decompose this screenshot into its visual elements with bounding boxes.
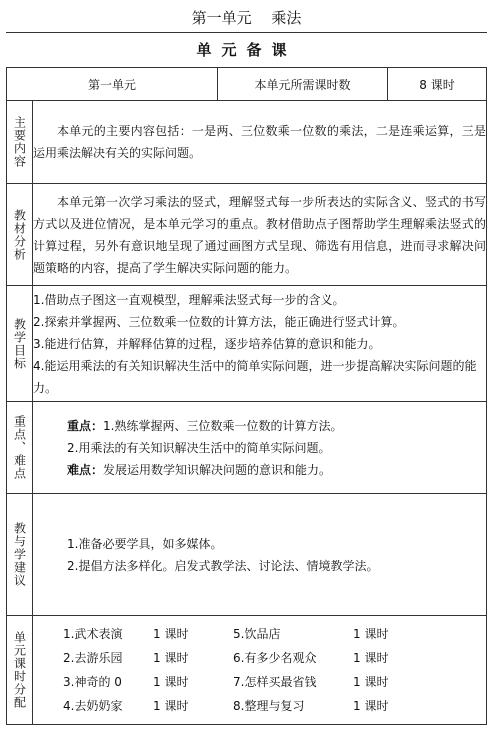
goals-cell (33, 286, 487, 402)
suggestions-cell (33, 494, 487, 616)
key-point-heading: 重点： (67, 418, 104, 433)
main-content-label: 主要内容 (7, 101, 33, 184)
goal-item: 2.探索并掌握两、三位数乘一位数的计算方法，能正确进行竖式计算。 (33, 314, 405, 329)
schedule-item (233, 695, 433, 717)
hours-value-cell: 8 课时 (388, 68, 487, 101)
analysis-text: 本单元第一次学习乘法的竖式，理解竖式每一步所表达的实际含义、竖式的书写方式以及进位情况，是本单元学习的重点。教材借助点子图帮助学生理解乘法竖式的计算过程，另外有意识地呈现了通过画图方式呈现、筛选有用信息，进而寻求解决问题策略的内容，提高了学生解决实际问题的能力。 (33, 194, 487, 275)
lesson-hours: 1 课时 (153, 627, 189, 641)
key-point-line (67, 415, 486, 437)
schedule-cell (33, 616, 487, 725)
schedule-item (63, 623, 233, 645)
lesson-name: 1.武术表演 (63, 627, 123, 641)
main-content-cell (33, 101, 487, 184)
page-title: 第一单元 乘法 (191, 9, 302, 27)
key-point-1: 1.熟练掌握两、三位数乘一位数的计算方法。 (103, 418, 343, 433)
goals-row (7, 286, 487, 402)
difficult-point-line (67, 459, 486, 481)
hours-label-cell: 本单元所需课时数 (218, 68, 388, 101)
lesson-name: 8.整理与复习 (233, 699, 305, 713)
schedule-item (63, 695, 233, 717)
title-divider (6, 32, 487, 33)
schedule-item (233, 671, 433, 693)
table-header-row (7, 68, 487, 101)
page-subtitle: 单元备课 (196, 41, 297, 59)
difficult-point-text: 发展运用数学知识解决问题的意识和能力。 (103, 462, 332, 477)
goal-item: 4.能运用乘法的有关知识解决生活中的简单实际问题，进一步提高解决实际问题的能力。 (33, 358, 477, 395)
suggestions-row (7, 494, 487, 616)
analysis-row (7, 184, 487, 286)
schedule-item (233, 623, 433, 645)
difficult-point-heading: 难点： (67, 462, 104, 477)
schedule-label: 单元课时分配 (7, 616, 33, 725)
schedule-row (7, 616, 487, 725)
key-points-cell (33, 402, 487, 494)
lesson-name: 4.去奶奶家 (63, 699, 123, 713)
key-points-row (7, 402, 487, 494)
schedule-item (233, 647, 433, 669)
lesson-hours: 1 课时 (353, 675, 389, 689)
lesson-hours: 1 课时 (353, 651, 389, 665)
goal-item: 3.能进行估算，并解释估算的过程，逐步培养估算的意识和能力。 (33, 336, 381, 351)
main-content-row (7, 101, 487, 184)
lesson-hours: 1 课时 (153, 675, 189, 689)
main-content-text: 本单元的主要内容包括：一是两、三位数乘一位数的乘法，二是连乘运算，三是运用乘法解决有关的实际问题。 (33, 124, 487, 160)
lesson-hours: 1 课时 (353, 627, 389, 641)
lesson-name: 6.有多少名观众 (233, 651, 317, 665)
lesson-name: 7.怎样买最省钱 (233, 675, 317, 689)
unit-name-cell: 第一单元 (7, 68, 218, 101)
analysis-cell (33, 184, 487, 286)
analysis-label: 教材分析 (7, 184, 33, 286)
goal-item: 1.借助点子图这一直观模型，理解乘法竖式每一步的含义。 (33, 292, 345, 307)
key-point-2: 2.用乘法的有关知识解决生活中的简单实际问题。 (67, 440, 331, 455)
schedule-item (63, 647, 233, 669)
lesson-hours: 1 课时 (153, 699, 189, 713)
suggestions-label: 教与学建议 (7, 494, 33, 616)
lesson-name: 2.去游乐园 (63, 651, 123, 665)
lesson-name: 3.神奇的 0 (63, 675, 122, 689)
schedule-item (63, 671, 233, 693)
lesson-name: 5.饮品店 (233, 627, 281, 641)
unit-plan-table (6, 67, 487, 725)
lesson-hours: 1 课时 (353, 699, 389, 713)
goals-label: 教学目标 (7, 286, 33, 402)
suggestion-item: 1.准备必要学具，如多媒体。 (67, 536, 223, 551)
lesson-hours: 1 课时 (153, 651, 189, 665)
schedule-grid (47, 623, 486, 717)
suggestion-item: 2.提倡方法多样化。启发式教学法、讨论法、情境教学法。 (67, 558, 379, 573)
key-points-label: 重点、难点 (7, 402, 33, 494)
